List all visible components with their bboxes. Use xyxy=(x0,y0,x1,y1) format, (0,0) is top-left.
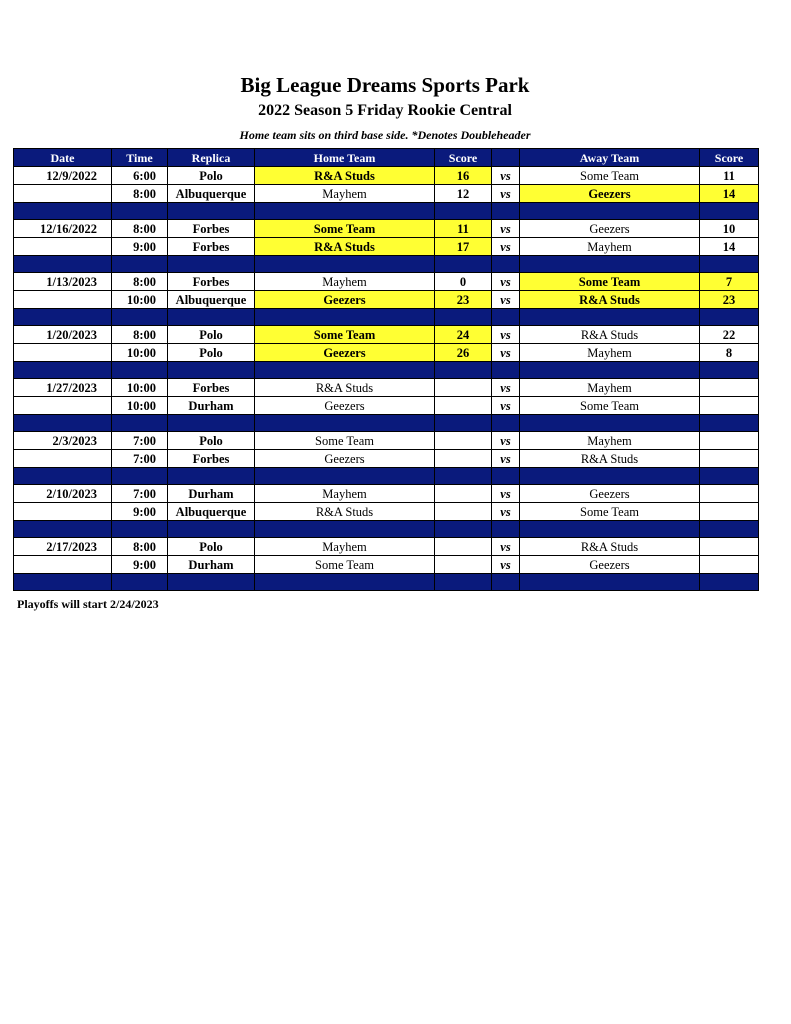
home-score-cell xyxy=(435,503,492,521)
date-cell xyxy=(14,556,112,574)
away-team-cell: Some Team xyxy=(520,167,700,185)
column-header-vs xyxy=(492,149,520,167)
home-team-cell: R&A Studs xyxy=(255,238,435,256)
replica-cell: Albuquerque xyxy=(168,503,255,521)
time-cell: 9:00 xyxy=(112,503,168,521)
table-row xyxy=(14,326,759,344)
away-score-cell xyxy=(700,397,759,415)
separator-cell xyxy=(112,521,168,538)
replica-cell: Durham xyxy=(168,556,255,574)
separator-cell xyxy=(435,468,492,485)
separator-cell xyxy=(492,362,520,379)
away-team-cell: Mayhem xyxy=(520,379,700,397)
away-score-cell xyxy=(700,485,759,503)
away-team-cell: Mayhem xyxy=(520,238,700,256)
separator-cell xyxy=(520,203,700,220)
separator-cell xyxy=(492,574,520,591)
away-team-cell: Some Team xyxy=(520,503,700,521)
away-team-cell: Mayhem xyxy=(520,344,700,362)
separator-cell xyxy=(492,309,520,326)
separator-cell xyxy=(700,309,759,326)
home-score-cell: 24 xyxy=(435,326,492,344)
away-score-cell xyxy=(700,450,759,468)
column-header-date: Date xyxy=(14,149,112,167)
time-cell: 10:00 xyxy=(112,397,168,415)
home-team-cell: Geezers xyxy=(255,450,435,468)
separator-cell xyxy=(520,574,700,591)
separator-cell xyxy=(435,309,492,326)
home-score-cell: 0 xyxy=(435,273,492,291)
table-row xyxy=(14,485,759,503)
home-team-cell: Mayhem xyxy=(255,273,435,291)
home-score-cell: 16 xyxy=(435,167,492,185)
vs-cell: vs xyxy=(492,291,520,309)
time-cell: 8:00 xyxy=(112,326,168,344)
table-row xyxy=(14,432,759,450)
away-team-cell: R&A Studs xyxy=(520,326,700,344)
home-score-cell xyxy=(435,432,492,450)
separator-cell xyxy=(112,415,168,432)
separator-cell xyxy=(520,468,700,485)
separator-cell xyxy=(435,362,492,379)
away-score-cell: 7 xyxy=(700,273,759,291)
separator-cell xyxy=(14,309,112,326)
table-row xyxy=(14,167,759,185)
date-cell xyxy=(14,450,112,468)
separator-cell xyxy=(168,521,255,538)
home-team-cell: Some Team xyxy=(255,326,435,344)
date-cell: 1/27/2023 xyxy=(14,379,112,397)
separator-cell xyxy=(14,203,112,220)
replica-cell: Forbes xyxy=(168,450,255,468)
separator-cell xyxy=(168,256,255,273)
page-subtitle: 2022 Season 5 Friday Rookie Central xyxy=(258,102,512,119)
date-cell: 2/10/2023 xyxy=(14,485,112,503)
table-row xyxy=(14,503,759,521)
replica-cell: Albuquerque xyxy=(168,291,255,309)
separator-cell xyxy=(700,468,759,485)
table-row xyxy=(14,273,759,291)
away-team-cell: Some Team xyxy=(520,273,700,291)
home-score-cell xyxy=(435,379,492,397)
home-team-cell: Some Team xyxy=(255,556,435,574)
vs-cell: vs xyxy=(492,379,520,397)
vs-cell: vs xyxy=(492,485,520,503)
separator-row xyxy=(14,415,759,432)
home-team-cell: R&A Studs xyxy=(255,379,435,397)
date-cell xyxy=(14,344,112,362)
home-team-cell: Mayhem xyxy=(255,485,435,503)
separator-cell xyxy=(168,468,255,485)
replica-cell: Albuquerque xyxy=(168,185,255,203)
time-cell: 7:00 xyxy=(112,485,168,503)
away-team-cell: Geezers xyxy=(520,485,700,503)
vs-cell: vs xyxy=(492,238,520,256)
separator-cell xyxy=(700,521,759,538)
separator-cell xyxy=(700,256,759,273)
table-row xyxy=(14,379,759,397)
schedule-note: Home team sits on third base side. *Denotes Doubleheader xyxy=(239,128,531,142)
separator-cell xyxy=(14,256,112,273)
separator-cell xyxy=(112,362,168,379)
separator-cell xyxy=(700,362,759,379)
date-cell: 1/13/2023 xyxy=(14,273,112,291)
away-score-cell xyxy=(700,538,759,556)
away-team-cell: Mayhem xyxy=(520,432,700,450)
vs-cell: vs xyxy=(492,185,520,203)
column-header-away-team: Away Team xyxy=(520,149,700,167)
schedule-table xyxy=(13,148,759,591)
vs-cell: vs xyxy=(492,503,520,521)
away-team-cell: R&A Studs xyxy=(520,291,700,309)
date-cell xyxy=(14,503,112,521)
replica-cell: Forbes xyxy=(168,238,255,256)
time-cell: 8:00 xyxy=(112,273,168,291)
away-score-cell xyxy=(700,503,759,521)
time-cell: 10:00 xyxy=(112,344,168,362)
home-score-cell xyxy=(435,485,492,503)
separator-cell xyxy=(492,468,520,485)
separator-cell xyxy=(168,309,255,326)
separator-cell xyxy=(492,521,520,538)
home-team-cell: Some Team xyxy=(255,220,435,238)
time-cell: 9:00 xyxy=(112,238,168,256)
separator-cell xyxy=(520,309,700,326)
home-team-cell: Geezers xyxy=(255,344,435,362)
vs-cell: vs xyxy=(492,344,520,362)
home-score-cell: 23 xyxy=(435,291,492,309)
separator-cell xyxy=(255,362,435,379)
separator-cell xyxy=(112,574,168,591)
replica-cell: Polo xyxy=(168,538,255,556)
time-cell: 8:00 xyxy=(112,538,168,556)
replica-cell: Durham xyxy=(168,485,255,503)
separator-row xyxy=(14,468,759,485)
column-header-time: Time xyxy=(112,149,168,167)
date-cell: 1/20/2023 xyxy=(14,326,112,344)
table-row xyxy=(14,220,759,238)
vs-cell: vs xyxy=(492,397,520,415)
vs-cell: vs xyxy=(492,326,520,344)
separator-cell xyxy=(112,256,168,273)
time-cell: 8:00 xyxy=(112,185,168,203)
replica-cell: Forbes xyxy=(168,379,255,397)
away-score-cell: 22 xyxy=(700,326,759,344)
separator-cell xyxy=(255,309,435,326)
away-team-cell: Geezers xyxy=(520,556,700,574)
column-header-home-team: Home Team xyxy=(255,149,435,167)
away-score-cell xyxy=(700,432,759,450)
separator-cell xyxy=(435,415,492,432)
separator-cell xyxy=(492,415,520,432)
home-score-cell: 11 xyxy=(435,220,492,238)
separator-cell xyxy=(112,309,168,326)
column-header-away-score: Score xyxy=(700,149,759,167)
separator-cell xyxy=(492,203,520,220)
separator-cell xyxy=(520,362,700,379)
separator-cell xyxy=(255,521,435,538)
separator-cell xyxy=(435,521,492,538)
vs-cell: vs xyxy=(492,432,520,450)
away-team-cell: R&A Studs xyxy=(520,538,700,556)
time-cell: 10:00 xyxy=(112,379,168,397)
date-cell xyxy=(14,291,112,309)
home-team-cell: Some Team xyxy=(255,432,435,450)
separator-cell xyxy=(520,415,700,432)
separator-cell xyxy=(14,468,112,485)
separator-cell xyxy=(255,203,435,220)
away-score-cell: 8 xyxy=(700,344,759,362)
separator-cell xyxy=(168,574,255,591)
replica-cell: Durham xyxy=(168,397,255,415)
separator-row xyxy=(14,309,759,326)
page-title: Big League Dreams Sports Park xyxy=(240,73,530,97)
separator-cell xyxy=(112,468,168,485)
date-cell xyxy=(14,397,112,415)
separator-row xyxy=(14,256,759,273)
home-score-cell: 17 xyxy=(435,238,492,256)
separator-cell xyxy=(492,256,520,273)
home-team-cell: Geezers xyxy=(255,397,435,415)
separator-row xyxy=(14,574,759,591)
table-row xyxy=(14,238,759,256)
separator-cell xyxy=(168,362,255,379)
separator-cell xyxy=(112,203,168,220)
separator-cell xyxy=(255,574,435,591)
away-score-cell xyxy=(700,379,759,397)
date-cell: 2/17/2023 xyxy=(14,538,112,556)
away-score-cell: 11 xyxy=(700,167,759,185)
time-cell: 7:00 xyxy=(112,450,168,468)
date-cell: 2/3/2023 xyxy=(14,432,112,450)
separator-cell xyxy=(168,203,255,220)
separator-cell xyxy=(700,203,759,220)
separator-cell xyxy=(14,521,112,538)
away-team-cell: Geezers xyxy=(520,220,700,238)
separator-cell xyxy=(520,521,700,538)
date-cell xyxy=(14,238,112,256)
separator-cell xyxy=(255,468,435,485)
separator-cell xyxy=(700,574,759,591)
home-team-cell: Mayhem xyxy=(255,185,435,203)
home-team-cell: Mayhem xyxy=(255,538,435,556)
separator-cell xyxy=(435,256,492,273)
separator-row xyxy=(14,203,759,220)
date-cell: 12/16/2022 xyxy=(14,220,112,238)
table-row xyxy=(14,450,759,468)
home-score-cell xyxy=(435,538,492,556)
separator-cell xyxy=(435,574,492,591)
separator-row xyxy=(14,362,759,379)
home-team-cell: R&A Studs xyxy=(255,503,435,521)
separator-cell xyxy=(520,256,700,273)
table-row xyxy=(14,556,759,574)
vs-cell: vs xyxy=(492,167,520,185)
table-row xyxy=(14,397,759,415)
table-row xyxy=(14,185,759,203)
replica-cell: Polo xyxy=(168,432,255,450)
vs-cell: vs xyxy=(492,556,520,574)
home-score-cell xyxy=(435,450,492,468)
vs-cell: vs xyxy=(492,450,520,468)
date-cell: 12/9/2022 xyxy=(14,167,112,185)
schedule-body xyxy=(14,167,759,591)
table-row xyxy=(14,291,759,309)
separator-cell xyxy=(14,574,112,591)
home-score-cell: 26 xyxy=(435,344,492,362)
separator-cell xyxy=(700,415,759,432)
separator-cell xyxy=(168,415,255,432)
away-team-cell: Geezers xyxy=(520,185,700,203)
column-header-replica: Replica xyxy=(168,149,255,167)
time-cell: 9:00 xyxy=(112,556,168,574)
away-score-cell: 23 xyxy=(700,291,759,309)
home-team-cell: Geezers xyxy=(255,291,435,309)
away-score-cell: 14 xyxy=(700,185,759,203)
away-score-cell xyxy=(700,556,759,574)
date-cell xyxy=(14,185,112,203)
table-row xyxy=(14,538,759,556)
separator-cell xyxy=(14,362,112,379)
replica-cell: Polo xyxy=(168,167,255,185)
away-team-cell: R&A Studs xyxy=(520,450,700,468)
home-team-cell: R&A Studs xyxy=(255,167,435,185)
time-cell: 8:00 xyxy=(112,220,168,238)
separator-cell xyxy=(255,415,435,432)
table-row xyxy=(14,344,759,362)
separator-cell xyxy=(255,256,435,273)
separator-cell xyxy=(435,203,492,220)
replica-cell: Polo xyxy=(168,344,255,362)
away-score-cell: 10 xyxy=(700,220,759,238)
time-cell: 6:00 xyxy=(112,167,168,185)
replica-cell: Polo xyxy=(168,326,255,344)
time-cell: 10:00 xyxy=(112,291,168,309)
separator-row xyxy=(14,521,759,538)
header-row xyxy=(14,149,759,167)
home-score-cell: 12 xyxy=(435,185,492,203)
vs-cell: vs xyxy=(492,538,520,556)
replica-cell: Forbes xyxy=(168,220,255,238)
playoffs-note: Playoffs will start 2/24/2023 xyxy=(17,597,159,611)
column-header-home-score: Score xyxy=(435,149,492,167)
away-score-cell: 14 xyxy=(700,238,759,256)
separator-cell xyxy=(14,415,112,432)
home-score-cell xyxy=(435,556,492,574)
time-cell: 7:00 xyxy=(112,432,168,450)
home-score-cell xyxy=(435,397,492,415)
replica-cell: Forbes xyxy=(168,273,255,291)
away-team-cell: Some Team xyxy=(520,397,700,415)
vs-cell: vs xyxy=(492,220,520,238)
vs-cell: vs xyxy=(492,273,520,291)
